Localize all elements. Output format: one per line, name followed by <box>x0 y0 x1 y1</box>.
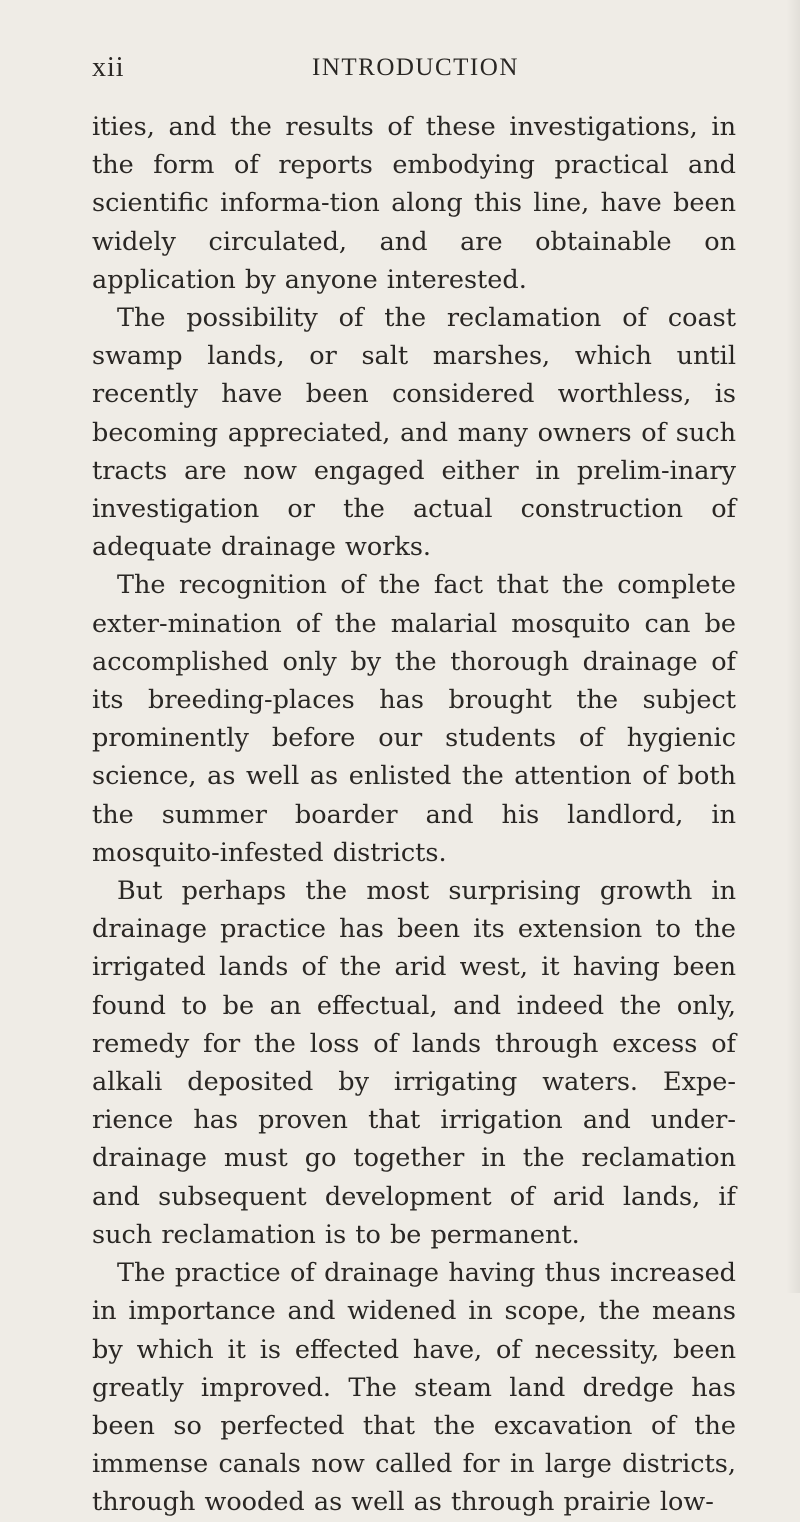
page-number: xii <box>92 52 125 83</box>
running-title: INTRODUCTION <box>312 54 519 81</box>
paragraph-continued: ities, and the results of these investigations, in the form of reports embodying practical and scientific informa-tion along this line, have been widely circulated, and are obtainable on application by anyone interested. <box>92 112 736 295</box>
paragraph-coast-swamp: The possibility of the reclamation of coast swamp lands, or salt marshes, which until recently have been considered worthless, is becoming appreciated, and many owners of such tracts are now engaged either in prelim-inary investigation or the actual construction of adequate drainage works. <box>92 303 736 563</box>
paragraph-mosquito: The recognition of the fact that the complete exter-mination of the malarial mosquito can be accomplished only by the thorough drainage of its breeding-places has brought the subject prominently before our students of hygienic science, as well as enlisted the attention of both the summer boarder and his landlord, in mosquito-infested districts. <box>92 570 736 868</box>
paragraph-irrigated-lands: But perhaps the most surprising growth in drainage practice has been its extension to the irrigated lands of the arid west, it having been found to be an effectual, and indeed the only, remedy for the loss of lands through excess of alkali deposited by irrigating waters. Expe-rience has proven that irrigation and under-drainage must go together in the reclamation and subsequent development of arid lands, if such reclamation is to be permanent. <box>92 876 736 1250</box>
page-edge-shadow <box>786 0 800 1293</box>
body-text <box>92 108 736 1522</box>
running-head <box>92 52 732 88</box>
paragraph-drainage-practice: The practice of drainage having thus increased in importance and widened in scope, the means by which it is effected have, of necessity, been greatly improved. The steam land dredge has been so perfected that the excavation of the immense canals now called for in large districts, through wooded as well as through prairie low- <box>92 1258 736 1518</box>
